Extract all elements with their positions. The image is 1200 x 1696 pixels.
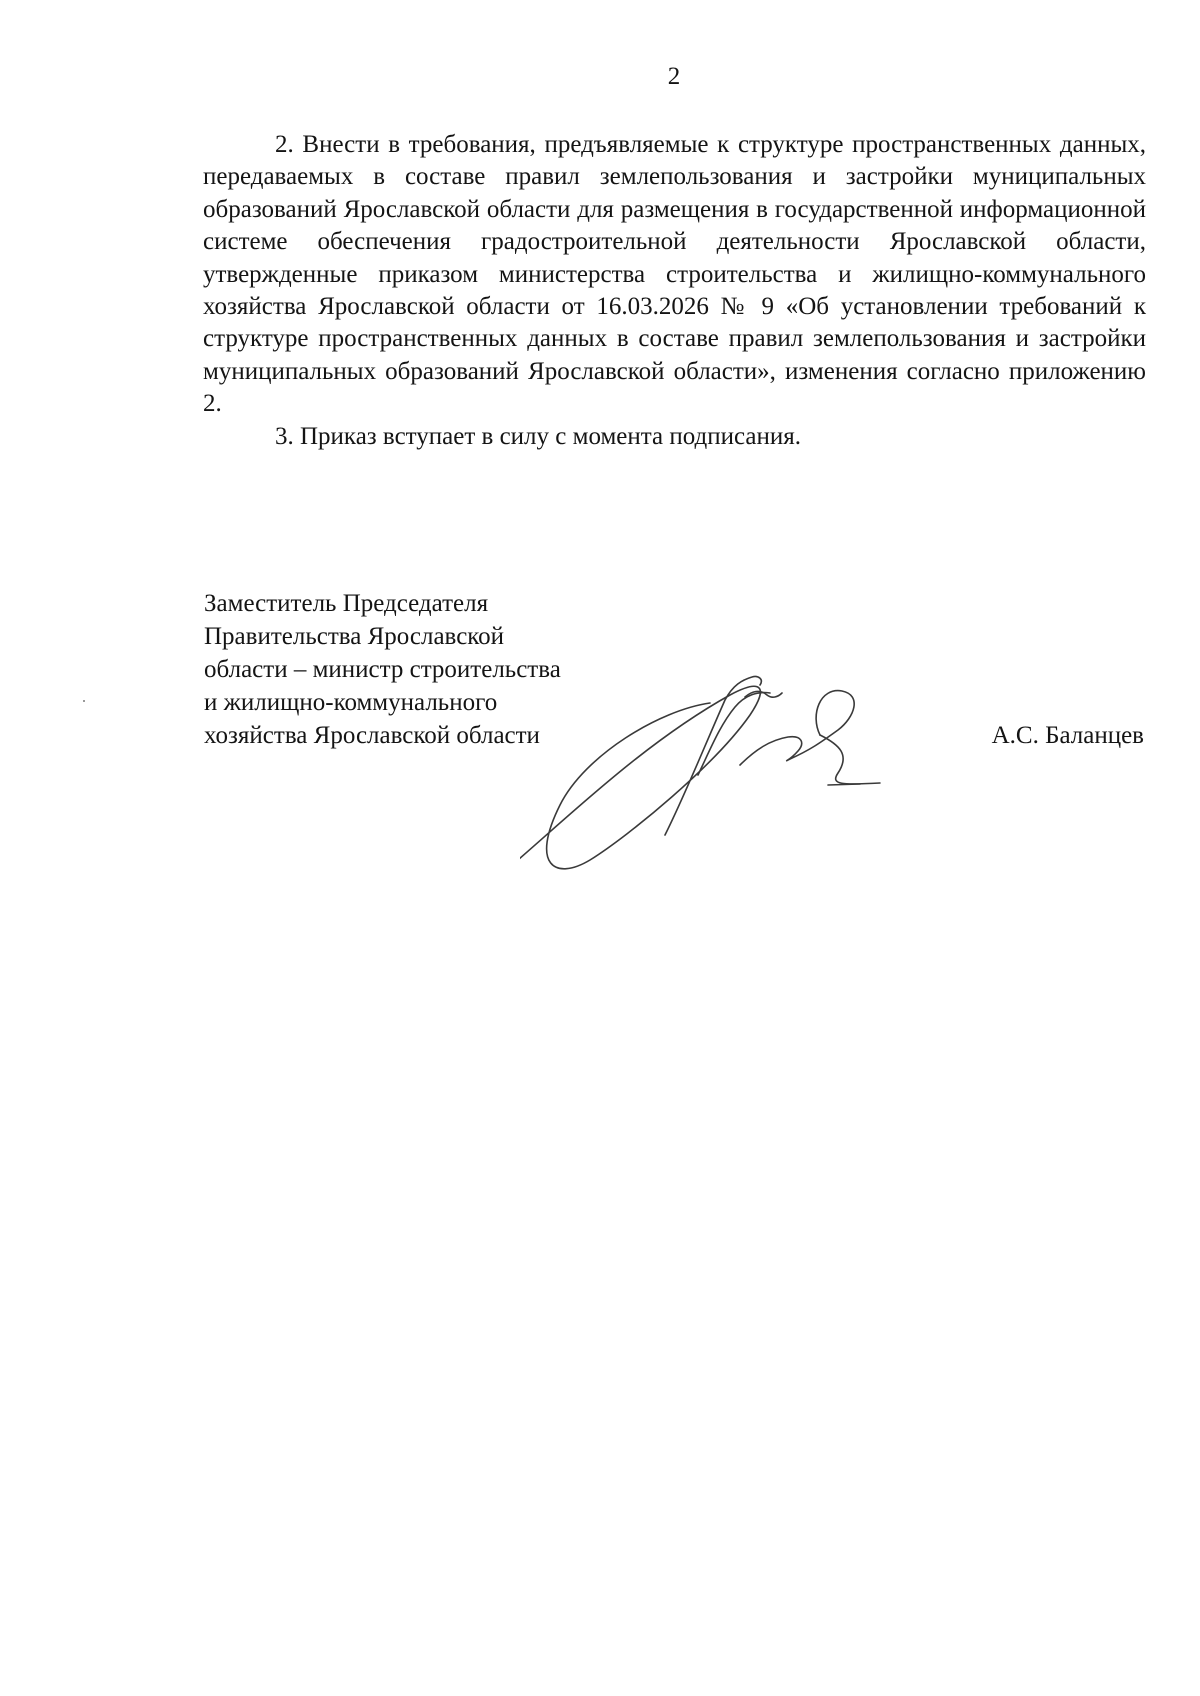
page-number: 2 (667, 63, 681, 90)
paragraph-item-3: 3. Приказ вступает в силу с момента подписания. (275, 422, 801, 450)
signatory-position-line: Заместитель Председателя (204, 590, 489, 617)
signatory-position-line: хозяйства Ярославской области (204, 722, 540, 749)
signatory-position (204, 587, 561, 752)
signatory-position-line: Правительства Ярославской (204, 623, 505, 650)
document-body (203, 129, 1146, 453)
signatory-name: А.С. Баланцев (991, 722, 1144, 749)
signatory-position-line: и жилищно-коммунального (204, 689, 498, 716)
handwritten-signature (520, 655, 940, 875)
paragraph-item-2: 2. Внести в требования, предъявляемые к структуре пространственных данных, передаваемых в составе правил землепользования и застройки муниципальных образований Ярославской области для размещения в государственной информационной системе обеспечения градостроительной деятельности Ярославской области, утвержденные приказом министерства строительства и жилищно-коммунального хозяйства Ярославской области от 16.03.2026 № 9 «Об установлении требований к структуре пространственных данных в составе правил землепользования и застройки муниципальных образований Ярославской области», изменения согласно приложению 2. (203, 131, 1146, 418)
signatory-position-line: области – министр строительства (204, 656, 561, 683)
scan-speck (83, 700, 85, 702)
